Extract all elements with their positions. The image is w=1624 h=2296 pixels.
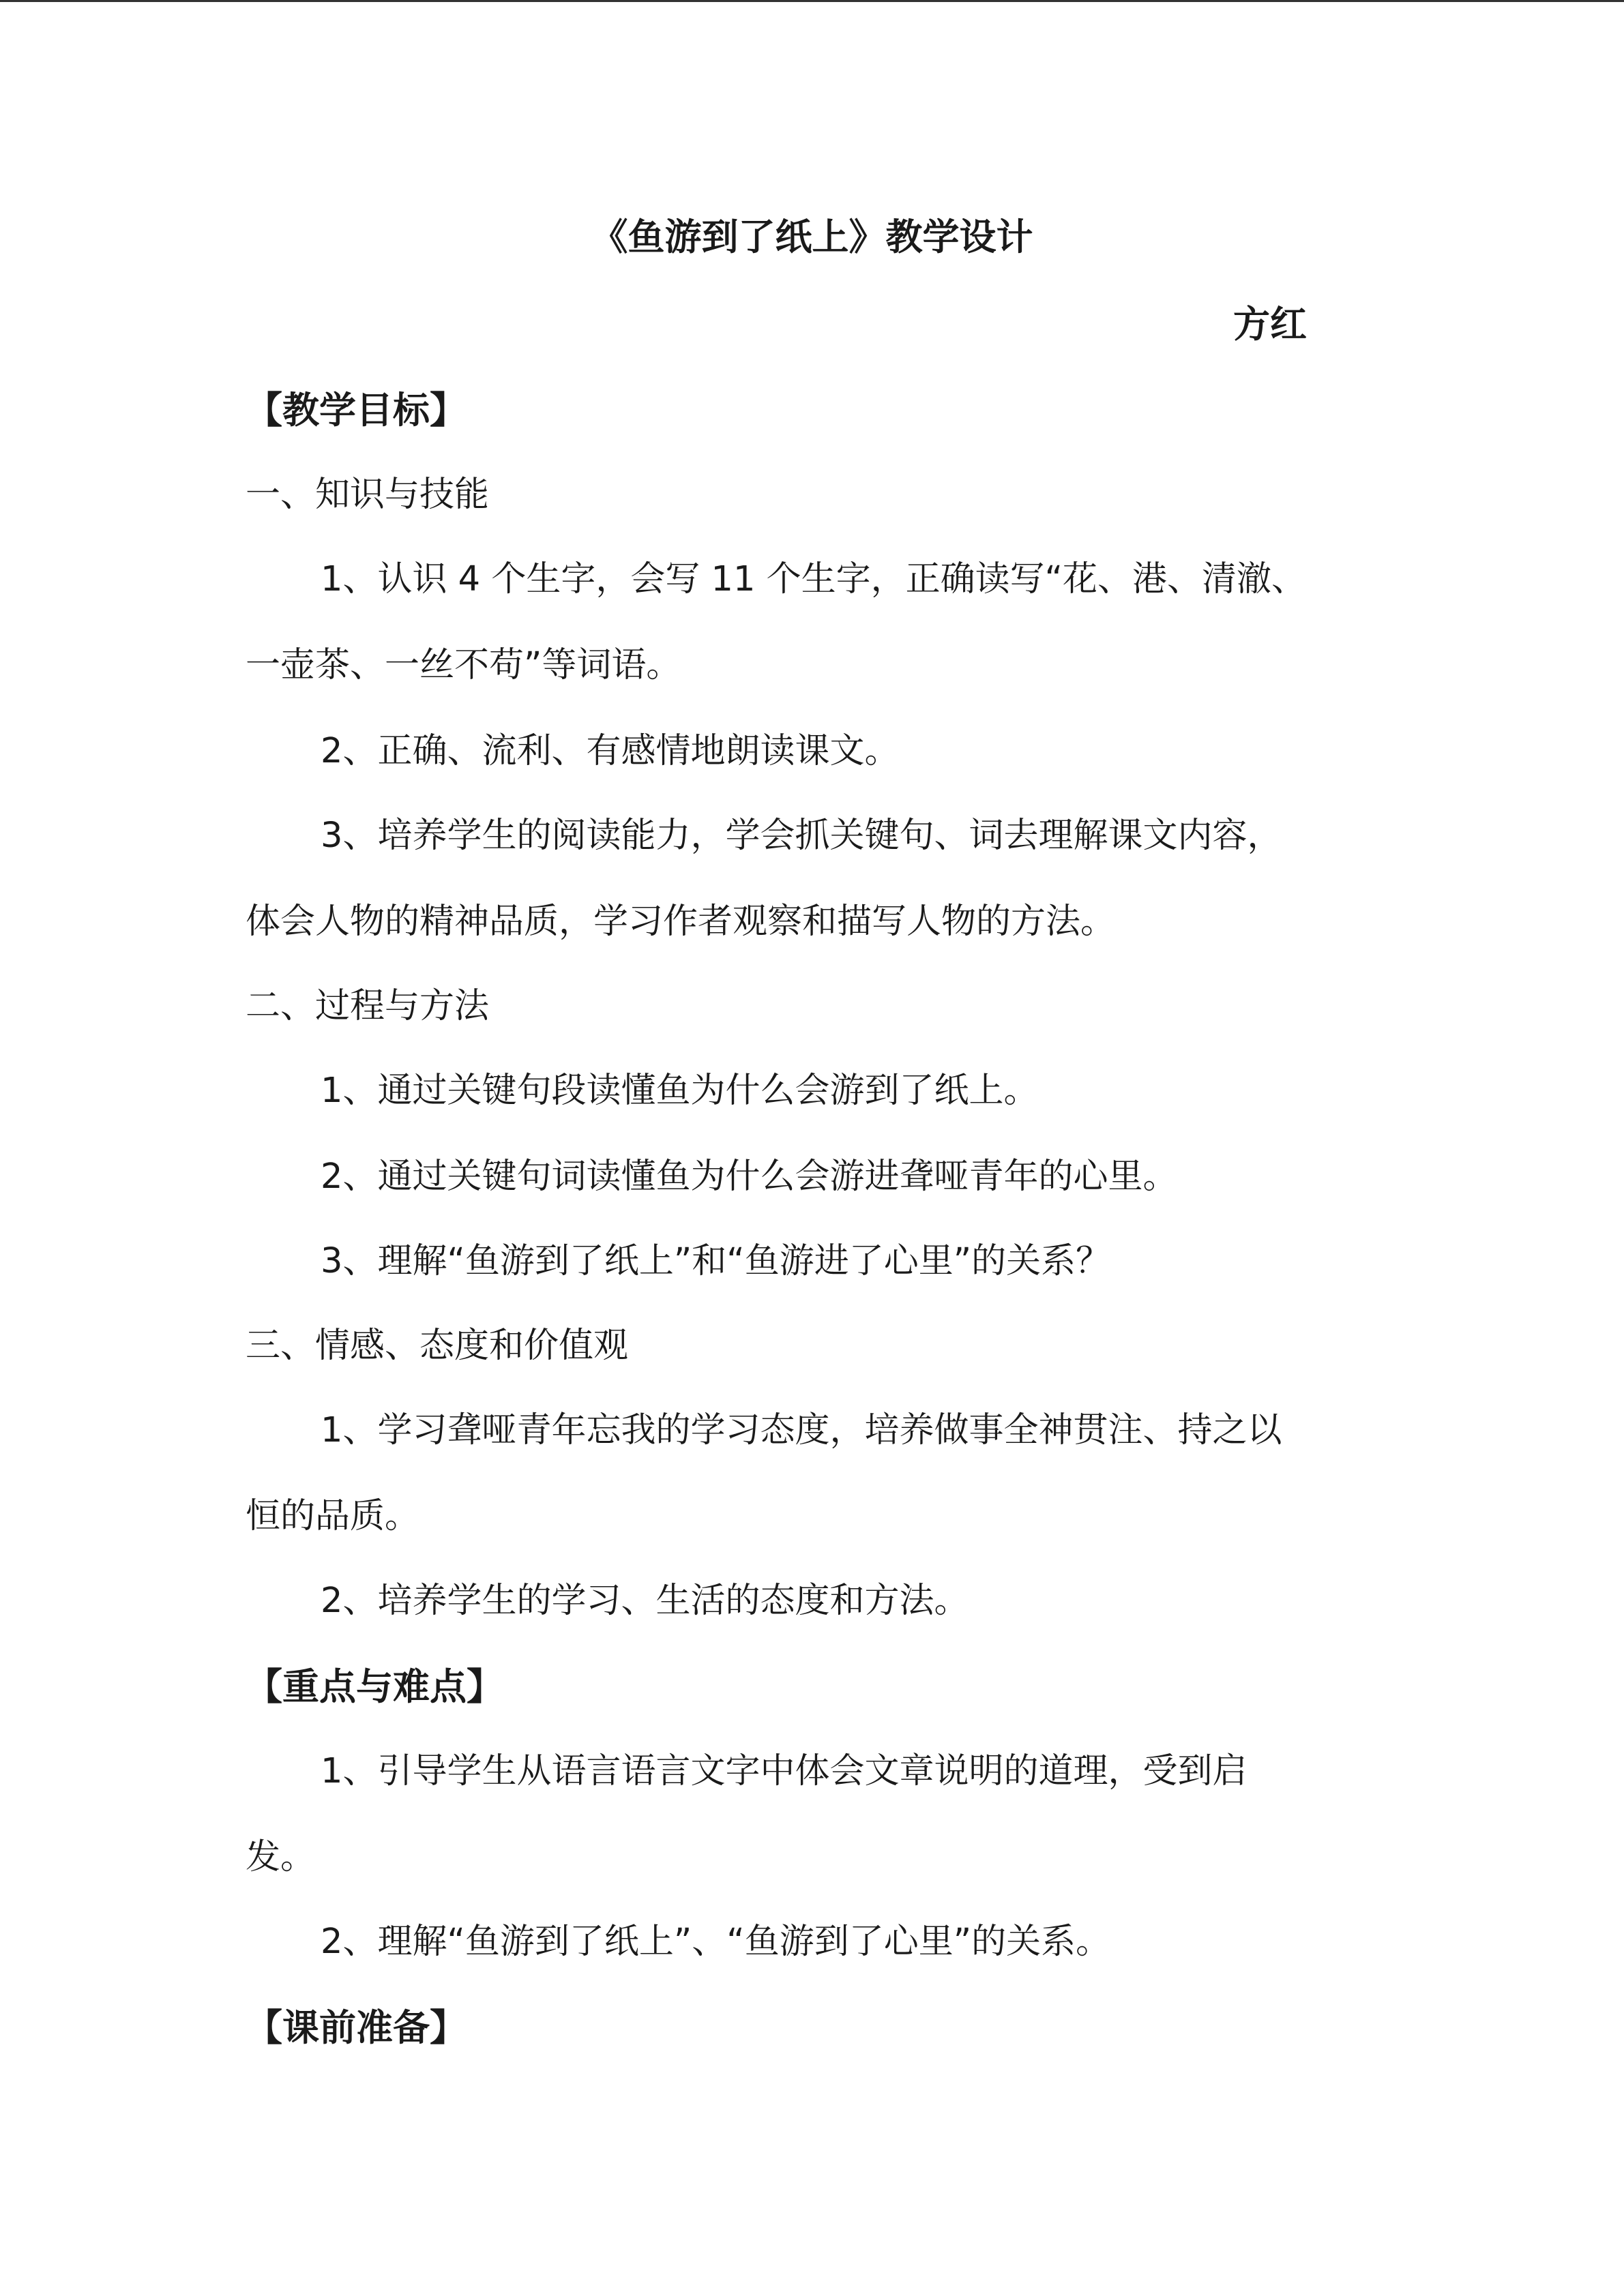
paragraph-line: 2、通过关键句词读懂鱼为什么会游进聋哑青年的心里。 [321,1157,1178,1197]
subsection-heading-process: 二、过程与方法 [246,986,490,1026]
paragraph-line: 2、培养学生的学习、生活的态度和方法。 [321,1581,969,1621]
paragraph-line: 一壶茶、一丝不苟”等词语。 [246,645,681,685]
paragraph-line: 恒的品质。 [246,1496,420,1536]
paragraph-line: 3、理解“鱼游到了纸上”和“鱼游进了心里”的关系？ [321,1241,1111,1281]
document-author: 方红 [1233,303,1307,346]
paragraph-line: 发。 [246,1837,316,1877]
paragraph-line: 2、正确、流利、有感情地朗读课文。 [321,731,900,771]
document-title: 《鱼游到了纸上》教学设计 [591,215,1033,258]
paragraph-line: 1、认识 4 个生字，会写 11 个生字，正确读写“花、港、清澈、 [321,559,1307,599]
paragraph-line: 2、理解“鱼游到了纸上”、“鱼游到了心里”的关系。 [321,1922,1111,1962]
paragraph-line: 1、引导学生从语言语言文字中体会文章说明的道理，受到启 [321,1751,1247,1791]
paragraph-line: 1、学习聋哑青年忘我的学习态度，培养做事全神贯注、持之以 [321,1410,1282,1450]
section-heading-keypoints: 【重点与难点】 [246,1665,503,1708]
section-heading-objectives: 【教学目标】 [246,389,467,432]
subsection-heading-knowledge: 一、知识与技能 [246,475,490,515]
section-heading-preparation: 【课前准备】 [246,2006,467,2049]
paragraph-line: 1、通过关键句段读懂鱼为什么会游到了纸上。 [321,1071,1039,1111]
paragraph-line: 体会人物的精神品质，学习作者观察和描写人物的方法。 [246,901,1116,942]
subsection-heading-emotion: 三、情感、态度和价值观 [246,1326,629,1366]
paragraph-line: 3、培养学生的阅读能力，学会抓关键句、词去理解课文内容， [321,816,1282,856]
